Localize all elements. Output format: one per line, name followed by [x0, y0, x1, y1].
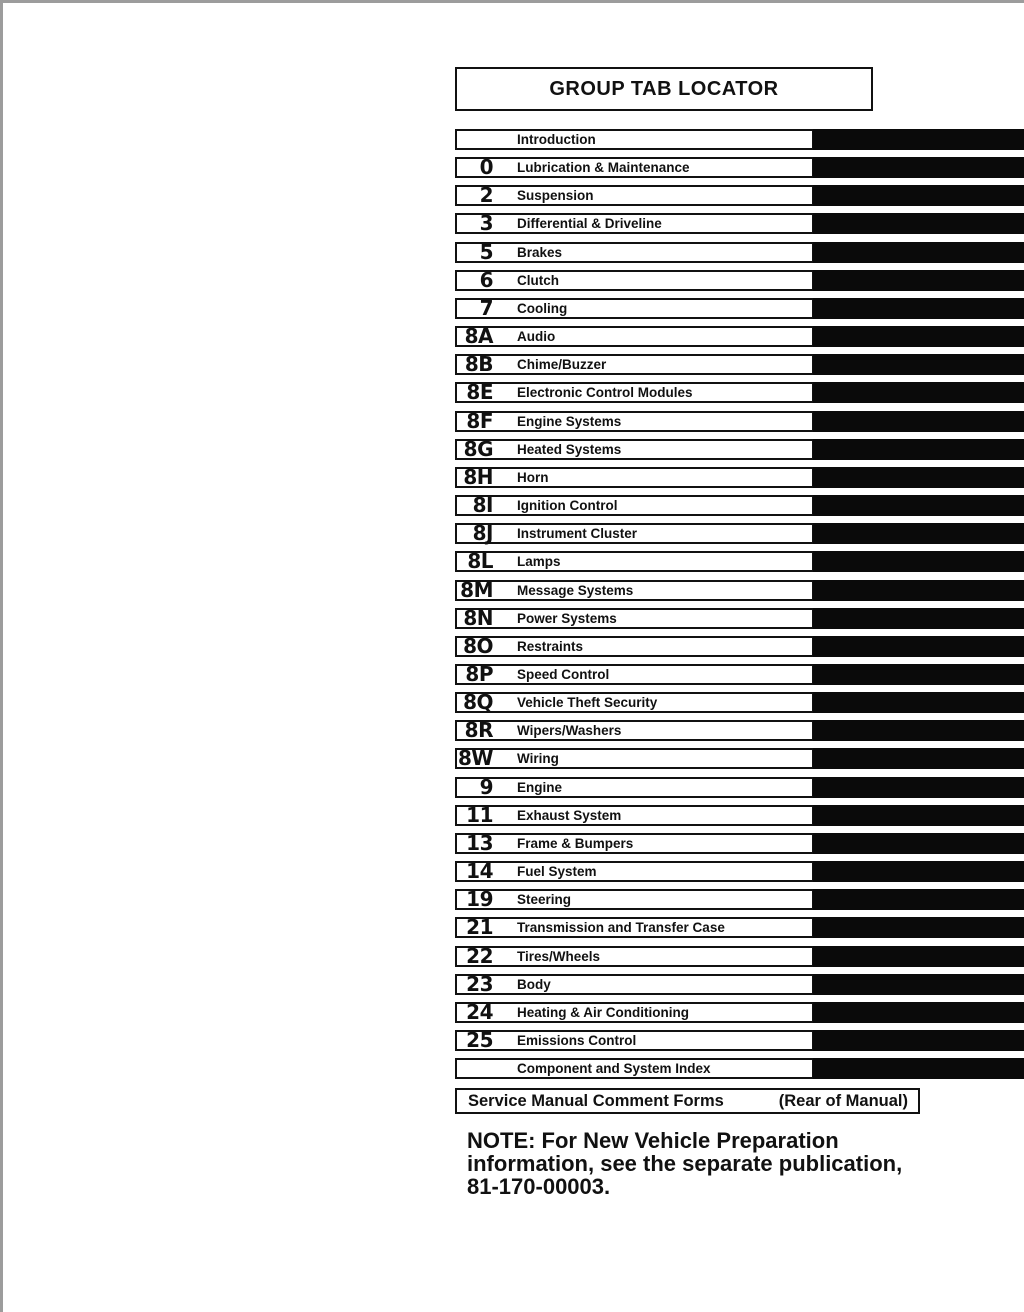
- tab-group-number: 8R: [464, 718, 493, 743]
- tab-list: [455, 129, 1024, 1086]
- tab-row[interactable]: [455, 495, 1024, 516]
- tab-group-label: Exhaust System: [517, 807, 622, 823]
- tab-group-label: Lubrication & Maintenance: [517, 160, 690, 176]
- tab-row[interactable]: [455, 157, 1024, 178]
- tab-marker-bar: [813, 917, 1024, 938]
- tab-row[interactable]: [455, 999, 1024, 1024]
- comment-forms-box: [455, 1088, 920, 1114]
- tab-row[interactable]: [455, 129, 1024, 150]
- tab-group-label: Differential & Driveline: [517, 216, 662, 232]
- tab-label-box: [455, 495, 814, 516]
- tab-group-number: 8J: [472, 521, 493, 546]
- tab-marker-bar: [813, 242, 1024, 263]
- tab-row[interactable]: [455, 748, 1024, 769]
- tab-group-number: 8M: [460, 577, 493, 602]
- tab-label-box: [455, 720, 814, 741]
- tab-group-label: Brakes: [517, 244, 563, 260]
- tab-group-number: 13: [466, 830, 493, 855]
- tab-row[interactable]: [455, 943, 1024, 968]
- tab-group-number: 8B: [464, 352, 493, 377]
- tab-group-number: 21: [466, 915, 493, 940]
- tab-marker-bar: [813, 720, 1024, 741]
- tab-label-box: [455, 464, 814, 489]
- tab-group-label: Heated Systems: [517, 441, 622, 457]
- tab-group-number: 8G: [463, 436, 493, 461]
- tab-group-number: [455, 129, 493, 150]
- tab-group-label: Vehicle Theft Security: [517, 695, 658, 711]
- tab-label-box: [455, 267, 814, 292]
- tab-group-number: 14: [466, 859, 493, 884]
- tab-group-label: Introduction: [517, 132, 596, 147]
- tab-row[interactable]: [455, 408, 1024, 433]
- tab-group-label: Wiring: [517, 751, 559, 767]
- tab-group-label: Electronic Control Modules: [517, 385, 693, 401]
- tab-marker-bar: [813, 777, 1024, 798]
- tab-group-number: 22: [466, 943, 493, 968]
- tab-label-box: [455, 830, 814, 855]
- tab-group-number: 8E: [466, 380, 493, 405]
- tab-row[interactable]: [455, 917, 1024, 938]
- tab-group-label: Heating & Air Conditioning: [517, 1004, 689, 1020]
- tab-label-box: [455, 633, 814, 658]
- tab-marker-bar: [813, 411, 1024, 432]
- tab-group-label: Emissions Control: [517, 1033, 637, 1048]
- tab-row[interactable]: [455, 185, 1024, 206]
- tab-marker-bar: [813, 467, 1024, 488]
- tab-group-label: Restraints: [517, 638, 584, 654]
- tab-marker-bar: [813, 1002, 1024, 1023]
- tab-group-label: Instrument Cluster: [517, 526, 638, 542]
- tab-label-box: [455, 748, 814, 769]
- tab-marker-bar: [813, 833, 1024, 854]
- tab-group-label: Suspension: [517, 188, 594, 204]
- tab-group-label: Wipers/Washers: [517, 723, 622, 739]
- tab-marker-bar: [813, 523, 1024, 544]
- comment-forms-location: (Rear of Manual): [778, 1092, 908, 1110]
- tab-row[interactable]: [455, 1058, 1024, 1079]
- tab-marker-bar: [813, 946, 1024, 967]
- comment-forms-label: Service Manual Comment Forms: [468, 1092, 724, 1110]
- tab-label-box: [455, 774, 814, 799]
- tab-marker-bar: [813, 580, 1024, 601]
- tab-group-label: Steering: [517, 892, 572, 908]
- tab-label-box: [455, 239, 814, 264]
- tab-group-number: 9: [479, 774, 493, 799]
- tab-marker-bar: [813, 748, 1024, 769]
- tab-row[interactable]: [455, 382, 1024, 403]
- tab-row[interactable]: [455, 436, 1024, 461]
- tab-group-label: Tires/Wheels: [517, 948, 601, 964]
- tab-row[interactable]: [455, 802, 1024, 827]
- tab-marker-bar: [813, 326, 1024, 347]
- tab-label-box: [455, 408, 814, 433]
- tab-marker-bar: [813, 692, 1024, 713]
- tab-marker-bar: [813, 664, 1024, 685]
- tab-row[interactable]: [455, 239, 1024, 264]
- tab-row[interactable]: [455, 692, 1024, 713]
- tab-marker-bar: [813, 495, 1024, 516]
- tab-label-box: [455, 354, 814, 375]
- tab-group-label: Horn: [517, 469, 549, 485]
- tab-label-box: [455, 889, 814, 910]
- page-title: GROUP TAB LOCATOR: [455, 67, 873, 111]
- tab-group-number: 23: [466, 971, 493, 996]
- tab-row[interactable]: [455, 354, 1024, 375]
- tab-row[interactable]: [455, 523, 1024, 544]
- tab-row[interactable]: [455, 267, 1024, 292]
- tab-label-box: [455, 802, 814, 827]
- tab-label-box: [455, 971, 814, 996]
- tab-marker-bar: [813, 551, 1024, 572]
- tab-group-number: 8A: [464, 324, 493, 349]
- tab-group-number: 3: [479, 211, 493, 236]
- tab-group-number: 5: [479, 239, 493, 264]
- tab-row[interactable]: [455, 577, 1024, 602]
- tab-marker-bar: [813, 805, 1024, 826]
- tab-group-label: Body: [517, 976, 551, 992]
- tab-group-label: Power Systems: [517, 610, 617, 626]
- tab-row[interactable]: [455, 720, 1024, 741]
- tab-label-box: [455, 861, 814, 882]
- tab-row[interactable]: [455, 889, 1024, 910]
- tab-marker-bar: [813, 298, 1024, 319]
- tab-row[interactable]: [455, 605, 1024, 630]
- tab-row[interactable]: [455, 213, 1024, 234]
- tab-row[interactable]: [455, 661, 1024, 686]
- tab-marker-bar: [813, 608, 1024, 629]
- tab-marker-bar: [813, 185, 1024, 206]
- tab-group-number: 8O: [463, 633, 493, 658]
- tab-group-label: Transmission and Transfer Case: [517, 920, 725, 936]
- tab-group-number: 8H: [463, 464, 493, 489]
- tab-marker-bar: [813, 636, 1024, 657]
- tab-group-number: 7: [479, 295, 493, 320]
- tab-group-number: 8L: [467, 549, 493, 574]
- tab-group-label: Message Systems: [517, 582, 634, 598]
- tab-group-number: [455, 1058, 493, 1079]
- tab-group-label: Speed Control: [517, 666, 610, 682]
- tab-marker-bar: [813, 354, 1024, 375]
- tab-group-label: Component and System Index: [517, 1061, 711, 1077]
- tab-group-number: 8W: [458, 746, 493, 771]
- tab-row[interactable]: [455, 1030, 1024, 1051]
- tab-row[interactable]: [455, 464, 1024, 489]
- tab-group-label: Ignition Control: [517, 498, 618, 514]
- tab-group-number: 8Q: [463, 690, 493, 715]
- tab-row[interactable]: [455, 971, 1024, 996]
- tab-label-box: [455, 661, 814, 686]
- tab-group-number: 8P: [465, 661, 493, 686]
- tab-group-number: 25: [466, 1028, 493, 1052]
- tab-group-label: Lamps: [517, 554, 561, 570]
- tab-label-box: [455, 326, 814, 347]
- tab-group-label: Audio: [517, 329, 556, 345]
- tab-marker-bar: [813, 889, 1024, 910]
- tab-group-label: Clutch: [517, 272, 559, 288]
- tab-marker-bar: [813, 129, 1024, 150]
- tab-group-number: 0: [479, 155, 493, 180]
- tab-row[interactable]: [455, 633, 1024, 658]
- tab-label-box: [455, 436, 814, 461]
- tab-group-number: 2: [479, 183, 493, 208]
- tab-marker-bar: [813, 213, 1024, 234]
- tab-label-box: [455, 943, 814, 968]
- tab-marker-bar: [813, 270, 1024, 291]
- tab-marker-bar: [813, 1058, 1024, 1079]
- tab-group-number: 19: [466, 887, 493, 912]
- preparation-note: NOTE: For New Vehicle Preparation information, see the separate publication, 81-170-00003.: [467, 1128, 903, 1199]
- tab-row[interactable]: [455, 830, 1024, 855]
- tab-group-label: Chime/Buzzer: [517, 357, 607, 373]
- tab-group-number: 8N: [463, 605, 493, 630]
- tab-label-box: [455, 185, 814, 206]
- tab-marker-bar: [813, 861, 1024, 882]
- tab-label-box: [455, 577, 814, 602]
- tab-label-box: [455, 551, 814, 572]
- tab-label-box: [455, 605, 814, 630]
- tab-marker-bar: [813, 157, 1024, 178]
- tab-label-box: [455, 129, 814, 150]
- tab-group-number: 8F: [466, 408, 493, 433]
- tab-label-box: [455, 295, 814, 320]
- tab-group-number: 8I: [472, 493, 493, 518]
- tab-row[interactable]: [455, 861, 1024, 882]
- tab-row[interactable]: [455, 295, 1024, 320]
- tab-marker-bar: [813, 382, 1024, 403]
- tab-group-label: Frame & Bumpers: [517, 835, 634, 851]
- tab-group-number: 6: [479, 267, 493, 292]
- tab-group-label: Fuel System: [517, 864, 597, 880]
- tab-marker-bar: [813, 439, 1024, 460]
- tab-group-number: 24: [466, 999, 493, 1024]
- tab-row[interactable]: [455, 326, 1024, 347]
- tab-group-label: Cooling: [517, 300, 568, 316]
- tab-group-number: 11: [466, 802, 493, 827]
- tab-group-label: Engine: [517, 779, 563, 795]
- tab-marker-bar: [813, 1030, 1024, 1051]
- tab-group-label: Engine Systems: [517, 413, 622, 429]
- tab-marker-bar: [813, 974, 1024, 995]
- tab-row[interactable]: [455, 551, 1024, 572]
- tab-row[interactable]: [455, 774, 1024, 799]
